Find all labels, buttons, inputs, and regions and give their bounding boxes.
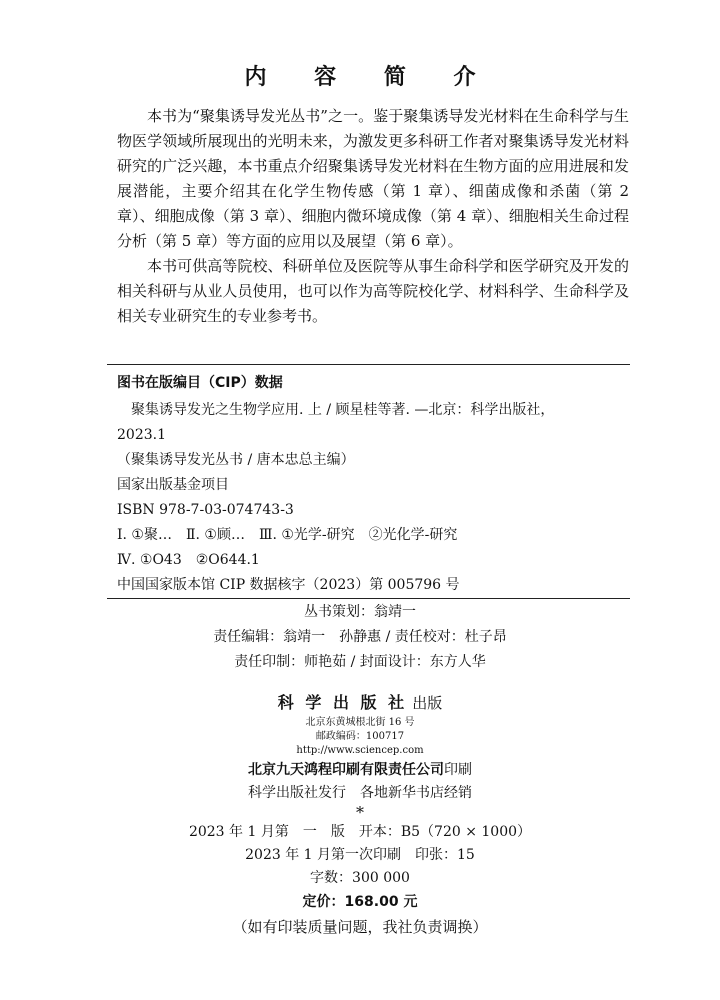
divider-top <box>107 364 630 365</box>
cip-line: 中国国家版本馆 CIP 数据核字（2023）第 005796 号 <box>117 577 460 593</box>
publisher-name: 科 学 出 版 社 <box>277 693 408 712</box>
publisher-url: http://www.sciencep.com <box>296 745 424 756</box>
summary-paragraph-2: 本书可供高等院校、科研单位及医院等从事生命科学和医学研究及开发的相关科研与从业人员使用，也可以作为高等院校化学、材料科学、生命科学及相关专业研究生的专业参考书。 <box>117 257 629 325</box>
cip-line: ISBN 978-7-03-074743-3 <box>117 502 294 518</box>
word-count: 字数：300 000 <box>310 870 410 886</box>
distribution-line: 科学出版社发行 各地新华书店经销 <box>248 785 472 801</box>
price: 定价：168.00 元 <box>302 894 418 910</box>
printer-line <box>0 758 720 782</box>
publisher-address: 北京东黄城根北街 16 号 <box>305 717 415 728</box>
printing-line: 责任印制：师艳茹 / 封面设计：东方人华 <box>234 654 486 670</box>
publisher-block <box>0 690 720 940</box>
summary-paragraph-1: 本书为“聚集诱导发光丛书”之一。鉴于聚集诱导发光材料在生命科学与生物医学领域所展现出的光明未来，为激发更多科研工作者对聚集诱导发光材料研究的广泛兴趣，本书重点介绍聚集诱导发光材料在生物方面的应用进展和发展潜能，主要介绍其在化学生物传感（第 1 章）、细菌成像和杀菌（第 2 章）、细胞成像（第 3 章）、细胞内微环境成像（第 4 章）、细胞相关生命过程分析（第 5 章）等方面的应用以及展望（第 6 章）。 <box>117 107 629 250</box>
publisher-postcode: 邮政编码：100717 <box>315 731 405 742</box>
series-planner: 丛书策划：翁靖一 <box>304 604 416 620</box>
printer-suffix: 印刷 <box>444 762 472 778</box>
cip-line: Ⅰ. ①聚… Ⅱ. ①顾… Ⅲ. ①光学-研究 ②光化学-研究 <box>117 527 458 543</box>
quality-notice: （如有印装质量问题，我社负责调换） <box>232 918 488 936</box>
impression-line: 2023 年 1 月第一次印刷 印张：15 <box>245 847 475 863</box>
cip-heading: 图书在版编目（CIP）数据 <box>117 375 283 391</box>
credits-block <box>0 600 720 675</box>
divider-bottom <box>107 598 630 599</box>
cip-line: 2023.1 <box>117 427 166 443</box>
content-summary <box>117 104 629 329</box>
publisher-line <box>0 690 720 716</box>
publisher-suffix: 出版 <box>412 694 443 712</box>
page-title: 内 容 简 介 <box>244 65 496 90</box>
editors-line: 责任编辑：翁靖一 孙静惠 / 责任校对：杜子昂 <box>213 629 507 645</box>
printer-name: 北京九天鸿程印刷有限责任公司 <box>248 762 444 778</box>
cip-block <box>117 398 627 598</box>
cip-line: Ⅳ. ①O43 ②O644.1 <box>117 552 260 568</box>
cip-line: 聚集诱导发光之生物学应用. 上 / 顾星桂等著. —北京：科学出版社， <box>131 402 555 418</box>
cip-line: （聚集诱导发光丛书 / 唐本忠总主编） <box>117 452 355 468</box>
separator-star: * <box>356 803 364 822</box>
edition-line: 2023 年 1 月第 一 版 开本：B5（720 × 1000） <box>188 824 532 840</box>
cip-line: 国家出版基金项目 <box>117 477 229 493</box>
